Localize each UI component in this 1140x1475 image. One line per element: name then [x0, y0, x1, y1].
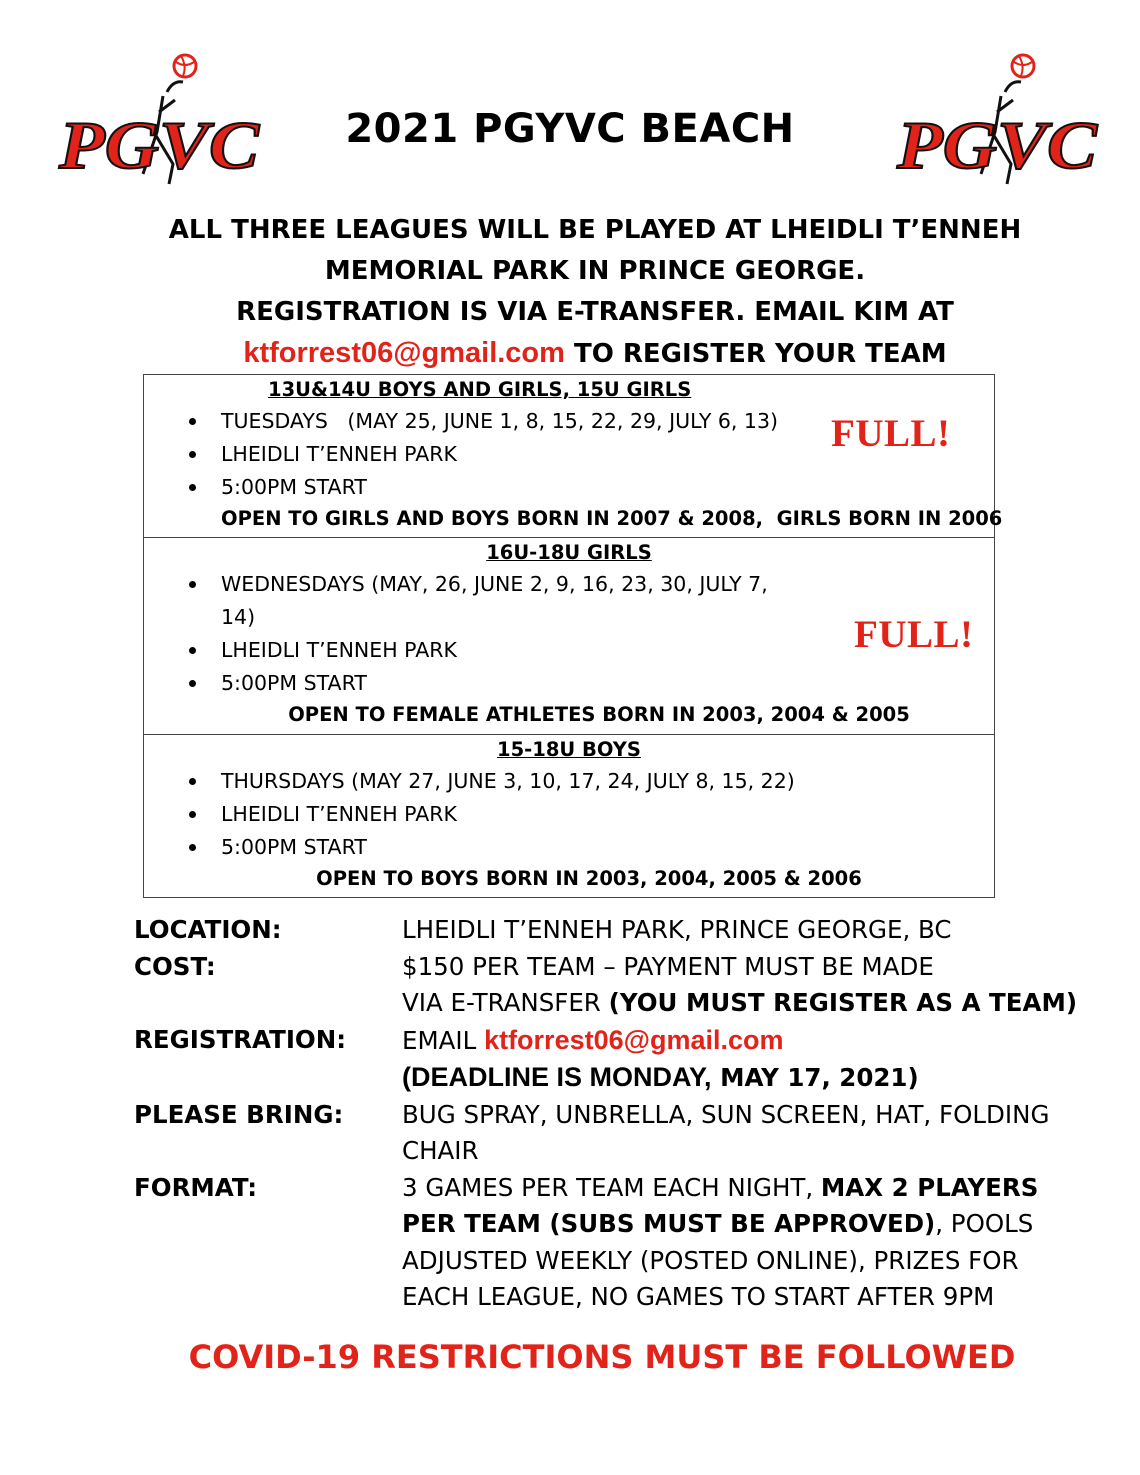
list-item: THURSDAYS (MAY 27, JUNE 3, 10, 17, 24, JULY 8, 15, 22) [144, 765, 994, 798]
intro-line-4-suffix: TO REGISTER YOUR TEAM [574, 339, 947, 369]
intro-email-link[interactable]: ktforrest06@gmail.com [243, 337, 565, 369]
list-item: 5:00PM START [144, 831, 994, 864]
page-title: 2021 PGYVC BEACH [345, 106, 795, 152]
cost-team-note: (YOU MUST REGISTER AS A TEAM) [608, 988, 1078, 1017]
svg-text:PGVC: PGVC [895, 107, 1098, 183]
covid-notice: COVID-19 RESTRICTIONS MUST BE FOLLOWED [188, 1338, 1016, 1376]
detail-row-location [134, 912, 1094, 949]
intro-line-2: MEMORIAL PARK IN PRINCE GEORGE. [324, 256, 866, 286]
league-15-18u-boys [144, 734, 994, 897]
cost-value-line-1: $150 PER TEAM – PAYMENT MUST BE MADE [402, 951, 934, 981]
location-value: LHEIDLI T’ENNEH PARK, PRINCE GEORGE, BC [402, 915, 952, 944]
leagues-table [143, 374, 1003, 898]
location-label: LOCATION: [134, 915, 282, 944]
registration-value [402, 1022, 1082, 1097]
detail-row-registration [134, 1022, 1094, 1097]
league-eligibility: OPEN TO BOYS BORN IN 2003, 2004, 2005 & 2006 [316, 867, 862, 890]
list-item: TUESDAYS (MAY 25, JUNE 1, 8, 15, 22, 29, JULY 6, 13) [144, 405, 994, 438]
league-eligibility: OPEN TO FEMALE ATHLETES BORN IN 2003, 2004 & 2005 [288, 703, 910, 726]
list-item: 5:00PM START [144, 471, 994, 504]
cost-value [402, 949, 1082, 1022]
league-heading: 15-18U BOYS [497, 738, 641, 761]
detail-row-please-bring [134, 1097, 1094, 1170]
deadline-prefix: (DEADLINE IS MONDAY, [402, 1062, 712, 1092]
detail-row-format [134, 1170, 1094, 1316]
deadline-date: MAY 17, 2021) [720, 1063, 919, 1092]
details-section [134, 912, 1094, 1316]
format-part-1: 3 GAMES PER TEAM EACH NIGHT, [402, 1172, 814, 1202]
league-heading: 13U&14U BOYS AND GIRLS, 15U GIRLS [268, 378, 692, 401]
please-bring-value: BUG SPRAY, UNBRELLA, SUN SCREEN, HAT, FOLDING CHAIR [402, 1099, 1050, 1165]
league-13u-14u [144, 375, 1003, 537]
list-item: LHEIDLI T’ENNEH PARK [144, 438, 994, 471]
registration-email-link[interactable]: ktforrest06@gmail.com [484, 1024, 784, 1055]
league-details-list [144, 765, 994, 864]
cost-value-line-2-text: VIA E-TRANSFER [402, 988, 601, 1017]
full-status-badge: FULL! [831, 412, 951, 455]
registration-email-line [402, 1022, 1082, 1060]
cost-label: COST: [134, 951, 216, 981]
list-item: 5:00PM START [144, 667, 994, 700]
format-value [402, 1170, 1082, 1316]
league-16u-18u-girls [144, 537, 994, 734]
cost-value-line-2 [402, 985, 1082, 1022]
list-item: LHEIDLI T’ENNEH PARK [144, 634, 994, 667]
detail-row-cost [134, 949, 1094, 1022]
list-item: WEDNESDAYS (MAY, 26, JUNE 2, 9, 16, 23, 30, JULY 7, 14) [144, 568, 791, 634]
please-bring-label: PLEASE BRING: [134, 1099, 344, 1129]
registration-label: REGISTRATION: [134, 1024, 347, 1054]
intro-line-1: ALL THREE LEAGUES WILL BE PLAYED AT LHEIDLI T’ENNEH [168, 215, 1022, 245]
intro-line-3: REGISTRATION IS VIA E-TRANSFER. EMAIL KIM AT [236, 297, 954, 327]
league-heading: 16U-18U GIRLS [486, 541, 652, 564]
format-part-2: , POOLS ADJUSTED WEEKLY (POSTED ONLINE), PRIZES FOR EACH LEAGUE, NO GAMES TO START AFTER 9PM [402, 1209, 1034, 1311]
svg-text:PGVC: PGVC [57, 107, 260, 183]
list-item: LHEIDLI T’ENNEH PARK [144, 798, 994, 831]
intro-block [0, 210, 1140, 375]
registration-prefix: EMAIL [402, 1025, 477, 1055]
format-label: FORMAT: [134, 1172, 258, 1202]
intro-line-4 [0, 333, 1140, 375]
full-status-badge: FULL! [854, 613, 974, 656]
league-eligibility: OPEN TO GIRLS AND BOYS BORN IN 2007 & 2008, GIRLS BORN IN 2006 [221, 507, 1003, 530]
format-players-note: MAX 2 PLAYERS PER TEAM (SUBS MUST BE APPROVED) [402, 1172, 1039, 1238]
registration-deadline [402, 1059, 1082, 1097]
